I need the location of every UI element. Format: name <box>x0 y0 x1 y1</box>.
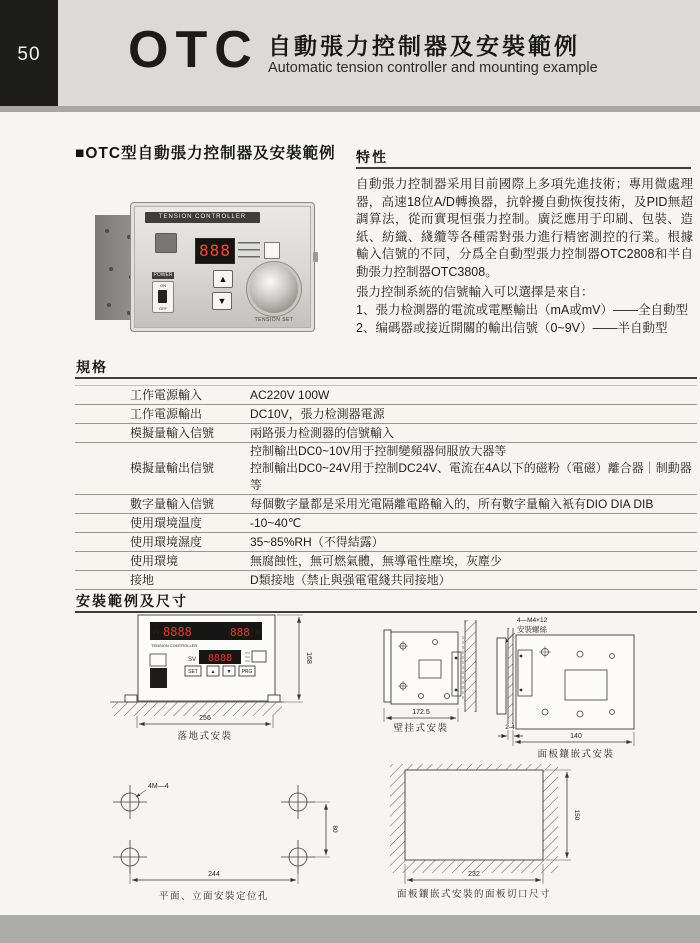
pv-display: 8888 <box>163 625 192 639</box>
product-section-heading: ■OTC型自動張力控制器及安裝範例 <box>75 145 336 162</box>
table-row <box>75 552 697 571</box>
up-button: ▲ <box>213 270 233 288</box>
features-heading: 特性 <box>356 149 388 165</box>
floor-height-dim: 168 <box>305 652 312 664</box>
holes-width-dim: 244 <box>208 871 220 878</box>
spec-label: 工作電源輸入 <box>130 387 203 402</box>
table-row <box>75 495 697 514</box>
panel-cutout-drawing <box>390 764 580 900</box>
spec-label: 數字量輸入信號 <box>130 496 215 511</box>
screw-dots <box>105 229 109 233</box>
spec-value: DC10V，張力检測器電源 <box>250 406 385 421</box>
table-row <box>75 533 697 552</box>
table-row <box>75 514 697 533</box>
wall-mount-drawing <box>384 620 476 734</box>
sv-label: SV <box>187 657 196 663</box>
power-label: POWER <box>153 272 173 278</box>
table-row <box>75 405 697 424</box>
page-number-box <box>0 0 58 106</box>
device-label-sticker <box>155 233 177 253</box>
pv-label: PV <box>153 630 160 636</box>
panel-thickness-dim: 2-4 <box>505 724 515 731</box>
aux-display: 888 <box>230 626 250 639</box>
spec-value: 無腐蝕性，無可燃氣體，無導電性塵埃，灰塵少 <box>250 553 503 568</box>
device-led-display: 888 <box>195 238 235 264</box>
holes-screw-label: 4M—4 <box>148 783 169 790</box>
page-header <box>0 0 700 106</box>
specs-rule <box>75 377 697 379</box>
panel-width-dim: 140 <box>570 733 582 740</box>
tension-set-knob <box>250 265 298 313</box>
panel-mount-caption: 面板鑲嵌式安裝 <box>537 749 615 760</box>
spec-label: 工作電源輸出 <box>130 406 203 421</box>
page-subtitle: Automatic tension controller and mounting example <box>268 60 598 76</box>
floor-mount-caption: 落地式安裝 <box>177 731 233 742</box>
mounting-heading: 安裝範例及尺寸 <box>76 593 188 609</box>
spec-value: 兩路張力检測器的信號輸入 <box>250 425 395 440</box>
power-switch <box>152 281 174 313</box>
specs-heading: 規格 <box>76 359 108 375</box>
spec-value-line-1: 控制輸出DC0~10V用于控制變頻器伺服放大器等 <box>250 444 507 458</box>
features-item-2: 2、编碼器或接近開關的輸出信號（0~9V）——半自動型 <box>356 321 668 335</box>
table-row <box>75 443 697 495</box>
panel-mount-drawing <box>497 617 634 760</box>
spec-value: 35~85%RH（不得結露） <box>250 534 384 549</box>
features-item-1: 1、張力检測器的電流或電壓輸出（mA或mV）——全自動型 <box>356 303 688 317</box>
table-row <box>75 571 697 590</box>
sv-display: 8888 <box>207 653 233 664</box>
cutout-height-dim: 150 <box>573 809 580 821</box>
knob-label: TENSION SET <box>254 317 294 323</box>
product-photo <box>85 186 335 350</box>
features-input-options <box>356 283 693 337</box>
screw-spec-label: 4—M4×12 <box>517 617 548 624</box>
brand-title: OTC <box>128 21 259 79</box>
spec-label: 模擬量輸入信號 <box>130 425 215 440</box>
down-button-glyph: ▼ <box>226 669 232 675</box>
floor-width-dim: 256 <box>199 715 211 722</box>
wall-depth-dim: 172.5 <box>412 709 430 716</box>
power-on-label: ON <box>160 283 166 288</box>
holes-height-dim: 80 <box>331 825 338 833</box>
table-row <box>75 386 697 405</box>
spec-value: -10~40℃ <box>250 515 302 530</box>
side-latch <box>313 252 318 262</box>
spec-label: 使用環境温度 <box>130 515 203 530</box>
table-row <box>75 424 697 443</box>
spec-value: AC220V 100W <box>250 387 330 402</box>
mounting-drawings <box>0 612 700 915</box>
set-button-label: SET <box>188 669 198 675</box>
power-toggle <box>158 290 167 303</box>
spec-label: 使用環境 <box>130 553 179 568</box>
features-paragraph: 自動張力控制器采用目前國際上多項先進技術；專用微處理器，高速18位A/D轉換器，抗幹擾自動恢復技術，及PID無超調算法，從而實現恒張力控制。廣泛應用于印刷、包裝、造紙、紡織、綫纜等各種需對張力進行精密測控的行業。根據輸入信號的不同，分爲全自動型張力控制器OTC2808和半自動張力控制器OTC3808。 <box>356 177 693 279</box>
device-title-bar: TENSION CONTROLLER <box>145 212 260 223</box>
prg-button-label: PRG <box>241 669 253 675</box>
percent-label: % <box>255 630 260 636</box>
positioning-holes-drawing <box>113 783 338 902</box>
header-divider <box>0 106 700 112</box>
spec-value-line-2: 控制輸出DC0~24V用于控制DC24V、電流在4A以下的磁粉（電磁）離合器｜制動器等 <box>250 461 692 492</box>
features-rule <box>356 167 691 169</box>
floor-mount-drawing <box>110 615 312 742</box>
footer-bar <box>0 915 700 943</box>
screw-name-label: 安裝螺絲 <box>517 625 547 634</box>
down-button: ▼ <box>212 292 232 310</box>
spec-value: D類接地（禁止與强電電綫共同接地） <box>250 572 451 587</box>
up-button-glyph: ▲ <box>210 669 216 675</box>
features-intro-line: 張力控制系統的信號輸入可以選擇是來自： <box>356 285 594 299</box>
page-number: 50 <box>17 44 41 65</box>
spec-value: 每個數字量都是采用光電隔離電路輸入的，所有數字量輸入衹有DIO DIA DIB <box>250 496 654 511</box>
display-mode-badge <box>264 242 280 259</box>
spec-value <box>250 443 697 494</box>
power-off-label: OFF <box>159 306 167 311</box>
cutout-width-dim: 232 <box>468 871 480 878</box>
display-indicator-labels <box>238 242 260 259</box>
spec-label: 使用環境濕度 <box>130 534 203 549</box>
cutout-caption: 面板鑲嵌式安裝的面板切口尺寸 <box>396 889 552 900</box>
wall-mount-caption: 壁挂式安裝 <box>393 723 449 734</box>
page-title: 自動張力控制器及安裝範例 <box>268 33 580 59</box>
spec-label: 模擬量輸出信號 <box>130 461 215 475</box>
holes-caption: 平面、立面安裝定位孔 <box>158 891 270 902</box>
spec-label: 接地 <box>130 572 155 587</box>
spec-table <box>75 385 697 590</box>
panel-title-text: TENSION CONTROLLER <box>151 643 198 648</box>
